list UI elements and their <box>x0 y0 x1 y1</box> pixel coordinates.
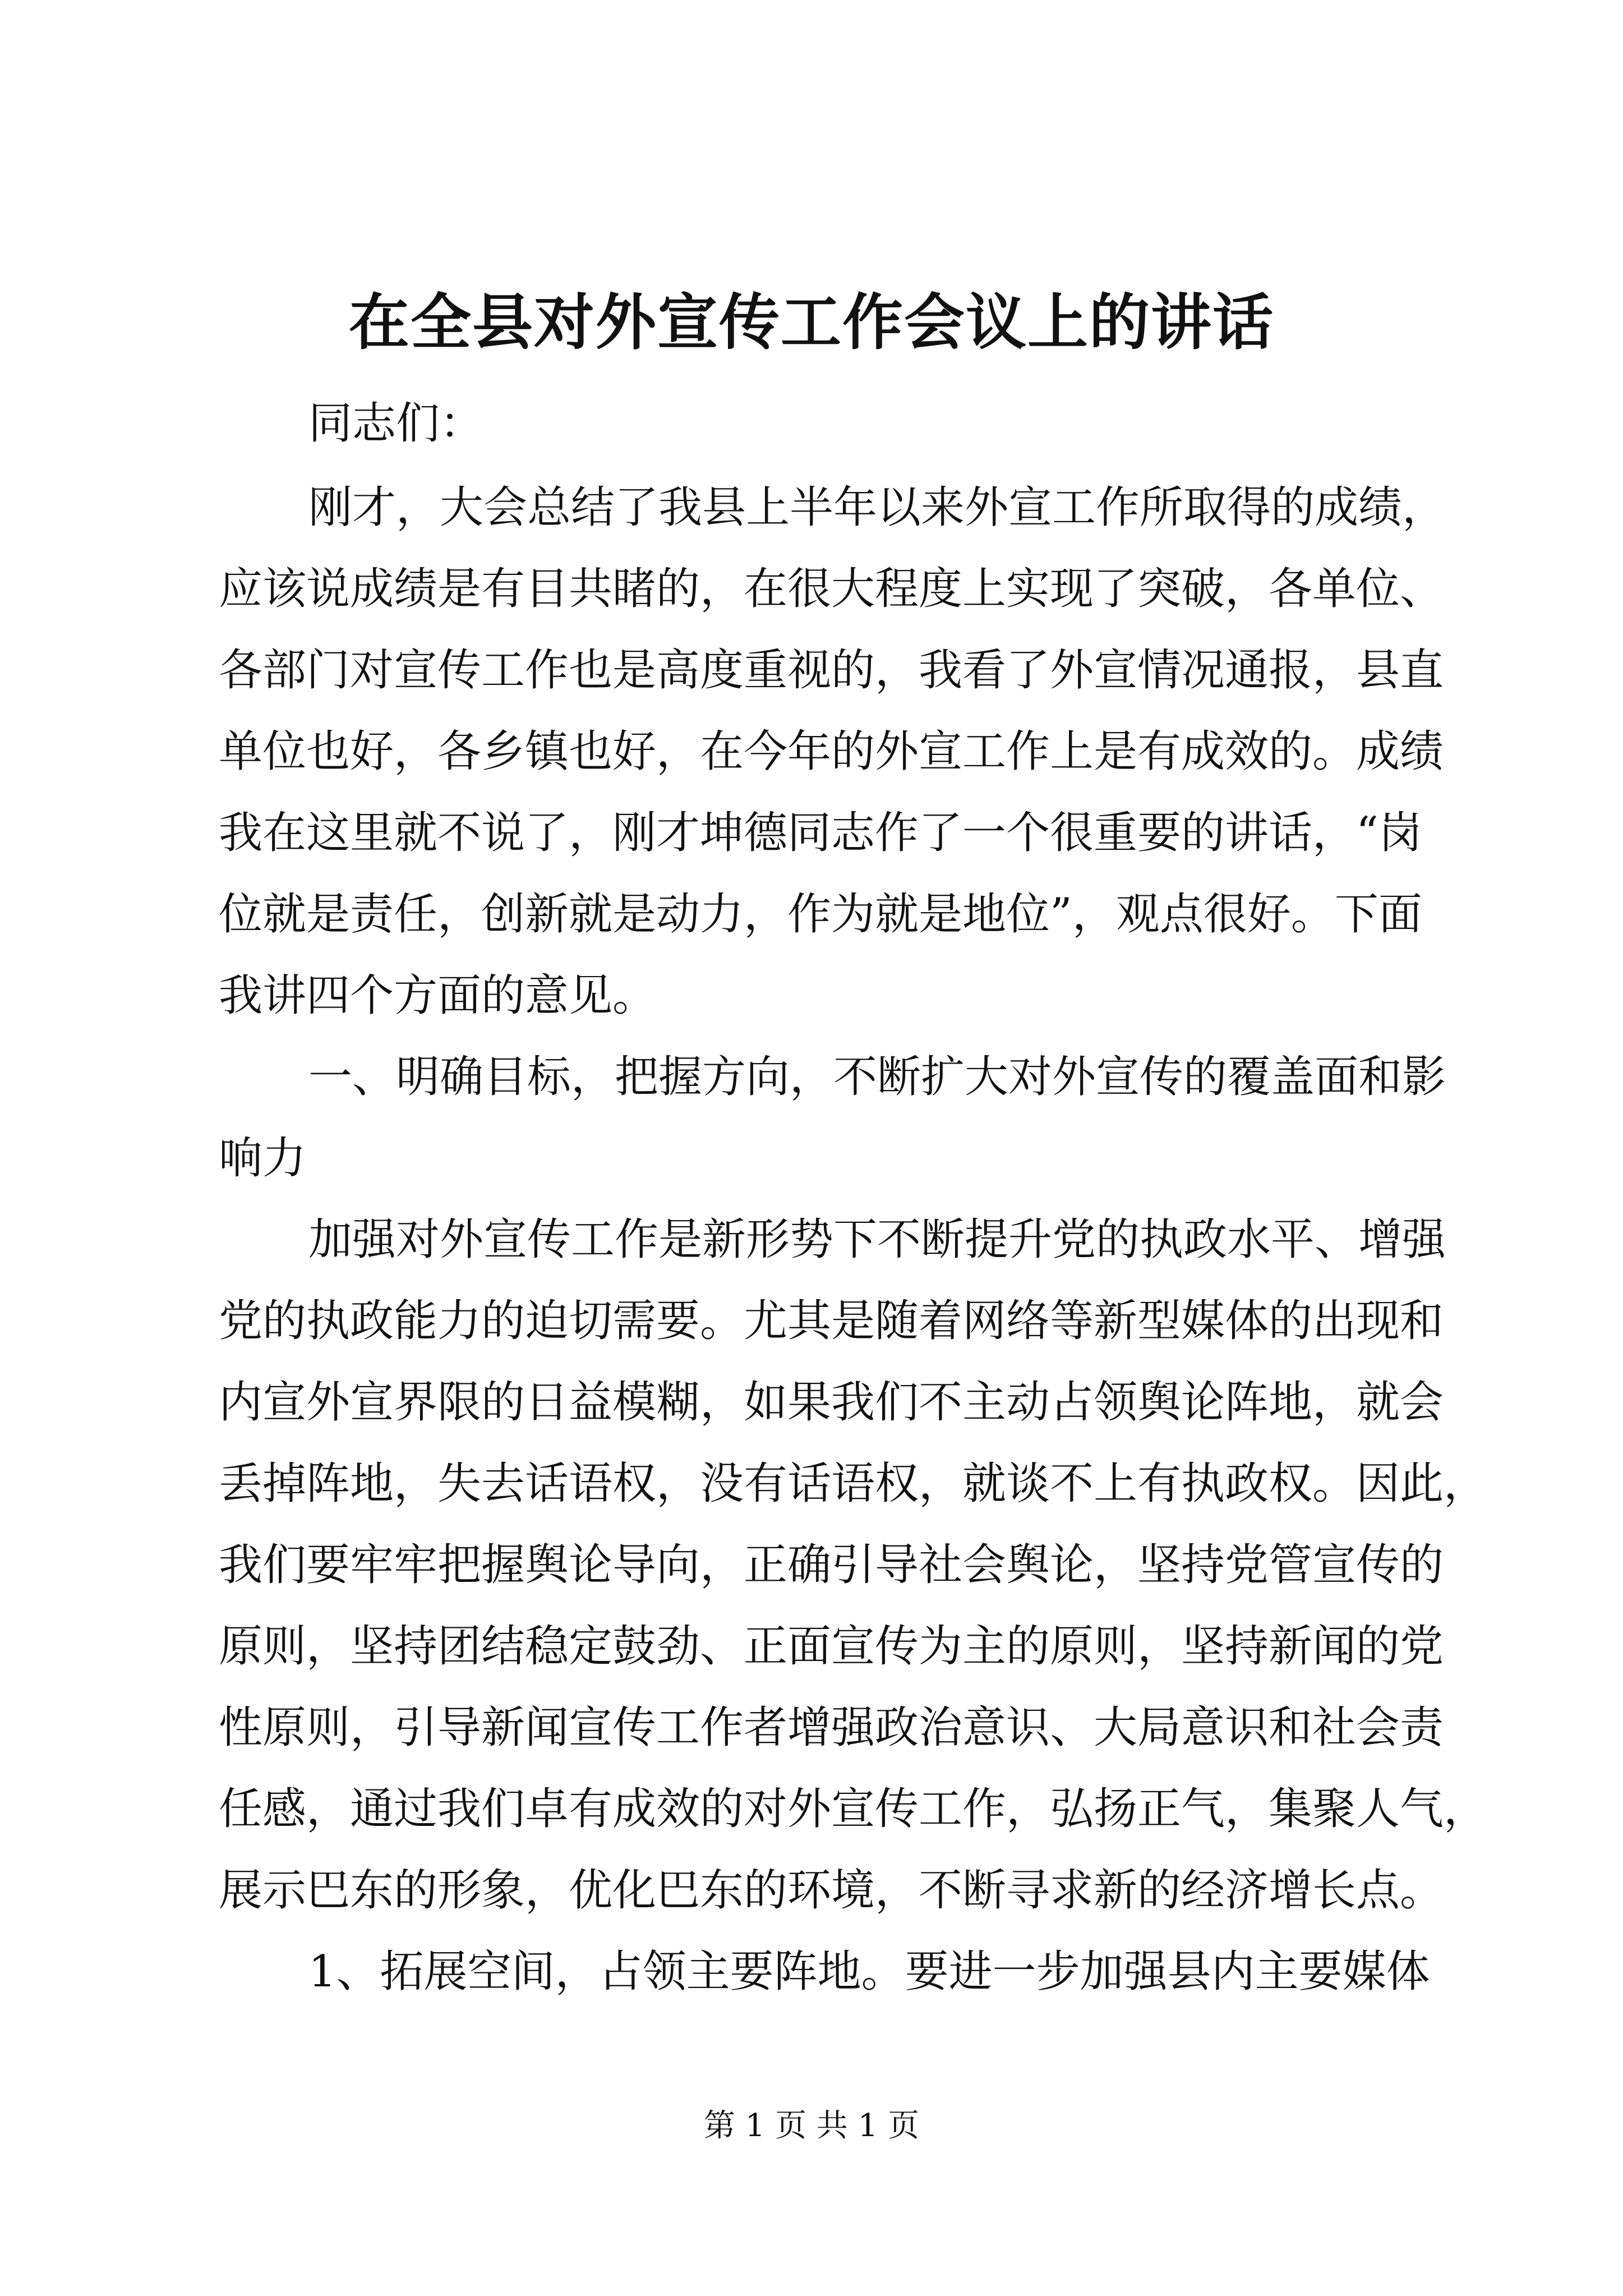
body-text-line: 我讲四个方面的意见。 <box>219 970 657 1021</box>
body-text-line: 展示巴东的形象，优化巴东的环境，不断寻求新的经济增长点。 <box>219 1865 1444 1916</box>
body-text-line: 我们要牢牢把握舆论导向，正确引导社会舆论，坚持党管宣传的 <box>219 1540 1444 1590</box>
body-text-line: 党的执政能力的迫切需要。尤其是随着网络等新型媒体的出现和 <box>219 1296 1444 1346</box>
body-text-line: 刚才，大会总结了我县上半年以来外宣工作所取得的成绩， <box>308 482 1446 533</box>
body-text-line: 应该说成绩是有目共睹的，在很大程度上实现了突破，各单位、 <box>219 564 1444 614</box>
body-text-line: 丢掉阵地，失去话语权，没有话语权，就谈不上有执政权。因此， <box>219 1458 1488 1509</box>
body-text-line: 加强对外宣传工作是新形势下不断提升党的执政水平、增强 <box>308 1214 1446 1265</box>
document-title: 在全县对外宣传工作会议上的讲话 <box>348 287 1274 358</box>
body-text-line: 我在这里就不说了，刚才坤德同志作了一个很重要的讲话，“岗 <box>219 808 1422 858</box>
body-text-line: 原则，坚持团结稳定鼓劲、正面宣传为主的原则，坚持新闻的党 <box>219 1621 1444 1672</box>
section-heading-line: 响力 <box>219 1133 307 1184</box>
page-footer: 第 1 页 共 1 页 <box>703 2108 920 2144</box>
body-text-line: 任感，通过我们卓有成效的对外宣传工作，弘扬正气，集聚人气， <box>219 1784 1488 1834</box>
body-text-line: 1、拓展空间，占领主要阵地。要进一步加强县内主要媒体 <box>308 1947 1430 1997</box>
body-text-line: 性原则，引导新闻宣传工作者增强政治意识、大局意识和社会责 <box>219 1703 1444 1753</box>
body-text-line: 各部门对宣传工作也是高度重视的，我看了外宣情况通报，县直 <box>219 645 1444 696</box>
section-heading-line: 一、明确目标，把握方向，不断扩大对外宣传的覆盖面和影 <box>308 1052 1446 1102</box>
body-text-line: 单位也好，各乡镇也好，在今年的外宣工作上是有成效的。成绩 <box>219 726 1444 777</box>
body-text-line: 内宣外宣界限的日益模糊，如果我们不主动占领舆论阵地，就会 <box>219 1377 1444 1428</box>
salutation-line: 同志们： <box>308 398 484 449</box>
body-text-line: 位就是责任，创新就是动力，作为就是地位”，观点很好。下面 <box>219 889 1422 940</box>
